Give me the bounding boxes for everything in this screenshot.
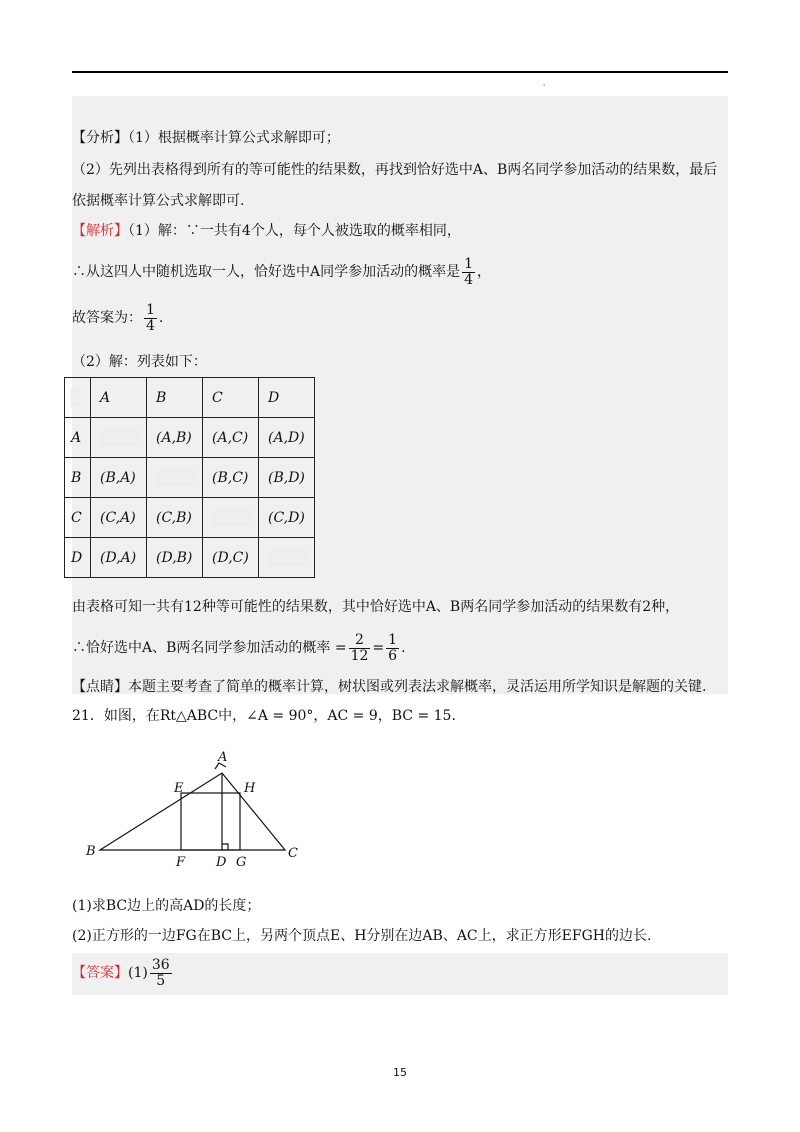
fraction-answer xyxy=(144,303,157,334)
triangle-figure xyxy=(80,745,310,870)
table-row xyxy=(65,498,315,538)
problem-stem: 21．如图，在Rt△ABC中，∠A = 90°，AC = 9，BC = 15． xyxy=(72,708,466,724)
solution-line-4: （2）解：列表如下： xyxy=(72,354,207,370)
header-mark: ' xyxy=(543,83,546,92)
label-c: C xyxy=(288,846,298,861)
table-cell-empty xyxy=(147,458,203,498)
comment-text: 本题主要考查了简单的概率计算，树状图或列表法求解概率，灵活运用所学知识是解题的关键. xyxy=(128,679,707,695)
answer-prefix: (1) xyxy=(128,965,148,981)
table-cell: (B,C) xyxy=(203,458,259,498)
question-2: (2)正方形的一边FG在BC上，另两个顶点E、H分别在边AB、AC上，求正方形EFGH的边长. xyxy=(72,928,652,944)
fraction-numerator: 36 xyxy=(151,956,170,973)
answer-fraction xyxy=(150,958,172,989)
triangle-abc xyxy=(100,773,285,850)
fraction-one-quarter xyxy=(462,257,475,288)
fraction-numerator: 1 xyxy=(464,255,474,272)
comment-tag: 【点睛】 xyxy=(72,679,128,695)
analysis-text-1: （1）根据概率计算公式求解即可； xyxy=(128,130,340,146)
page-number: 15 xyxy=(393,1066,407,1079)
answer-line xyxy=(72,955,174,991)
label-e: E xyxy=(174,781,184,796)
table-row xyxy=(65,538,315,578)
table-row-head: B xyxy=(65,458,91,498)
table-corner-cell xyxy=(65,378,91,418)
table-cell: (B,D) xyxy=(259,458,315,498)
table-header-cell: B xyxy=(147,378,203,418)
table-cell: (A,C) xyxy=(203,418,259,458)
label-b: B xyxy=(86,844,96,859)
table-cell: (C,A) xyxy=(91,498,147,538)
table-header-cell: C xyxy=(203,378,259,418)
square-efgh xyxy=(181,793,240,850)
table-cell: (D,C) xyxy=(203,538,259,578)
empty-cell-shade xyxy=(212,509,254,527)
table-row-head: C xyxy=(65,498,91,538)
analysis-line-2: （2）先列出表格得到所有的等可能性的结果数，再找到恰好选中A、B两名同学参加活动的结果数，最后 xyxy=(72,162,718,178)
table-header-cell: D xyxy=(259,378,315,418)
conclusion-end: . xyxy=(401,640,406,656)
fraction-denominator: 4 xyxy=(464,271,474,288)
fraction-denominator: 5 xyxy=(150,973,172,989)
solution-line-1 xyxy=(72,221,461,241)
table-cell-empty xyxy=(203,498,259,538)
outcome-table xyxy=(64,377,315,578)
solution-text-3-end: . xyxy=(158,310,164,326)
fraction-denominator: 12 xyxy=(350,647,369,664)
label-d: D xyxy=(216,855,227,870)
table-row-head: A xyxy=(65,418,91,458)
table-cell: (D,B) xyxy=(147,538,203,578)
empty-cell-shade xyxy=(100,429,142,447)
conclusion-line-2 xyxy=(72,630,406,666)
table-cell: (D,A) xyxy=(91,538,147,578)
fraction-two-twelfths xyxy=(349,633,371,664)
fraction-one-sixth xyxy=(386,633,399,664)
table-cell: (B,A) xyxy=(91,458,147,498)
empty-cell-shade xyxy=(156,469,198,487)
right-angle-d xyxy=(222,844,228,850)
solution-text-3: 故答案为： xyxy=(72,310,142,326)
label-a: A xyxy=(218,750,228,765)
fraction-numerator: 1 xyxy=(146,301,155,318)
solution-text-1: （1）解：∵一共有4个人，每个人被选取的概率相同， xyxy=(128,223,461,239)
fraction-numerator: 1 xyxy=(388,631,398,648)
analysis-line-3: 依据概率计算公式求解即可. xyxy=(72,193,245,209)
equals-sign: = xyxy=(372,640,385,656)
table-header-row xyxy=(65,378,315,418)
conclusion-text-2: ∴恰好选中A、B两名同学参加活动的概率 xyxy=(72,640,331,656)
table-cell-empty xyxy=(259,538,315,578)
table-row xyxy=(65,418,315,458)
answer-tag: 【答案】 xyxy=(72,965,128,981)
table-row xyxy=(65,458,315,498)
table-cell-empty xyxy=(91,418,147,458)
table-header-cell: A xyxy=(91,378,147,418)
label-h: H xyxy=(244,781,256,796)
comment-line xyxy=(72,677,706,697)
header-rule xyxy=(72,71,728,73)
solution-line-3 xyxy=(72,298,163,338)
solution-line-2 xyxy=(72,252,491,292)
label-g: G xyxy=(236,855,247,870)
fraction-numerator: 2 xyxy=(355,631,364,648)
solution-text-2-end: ， xyxy=(477,264,492,280)
solution-text-2: ∴从这四人中随机选取一人，恰好选中A同学参加活动的概率是 xyxy=(72,264,461,280)
table-cell: (C,B) xyxy=(147,498,203,538)
table-cell: (C,D) xyxy=(259,498,315,538)
empty-cell-shade xyxy=(268,549,310,567)
label-f: F xyxy=(176,855,186,870)
analysis-tag: 【分析】 xyxy=(72,130,128,146)
solution-tag: 【解析】 xyxy=(72,223,128,239)
table-row-head: D xyxy=(65,538,91,578)
analysis-line-1 xyxy=(72,128,340,148)
fraction-denominator: 4 xyxy=(146,317,155,334)
equals-sign: = xyxy=(334,640,347,656)
table-cell: (A,D) xyxy=(259,418,315,458)
table-cell: (A,B) xyxy=(147,418,203,458)
fraction-denominator: 6 xyxy=(388,647,398,664)
empty-cell-shade xyxy=(71,389,81,407)
question-1: (1)求BC边上的高AD的长度； xyxy=(72,898,261,914)
conclusion-line-1: 由表格可知一共有12种等可能性的结果数，其中恰好选中A、B两名同学参加活动的结果数有2种， xyxy=(72,599,680,615)
